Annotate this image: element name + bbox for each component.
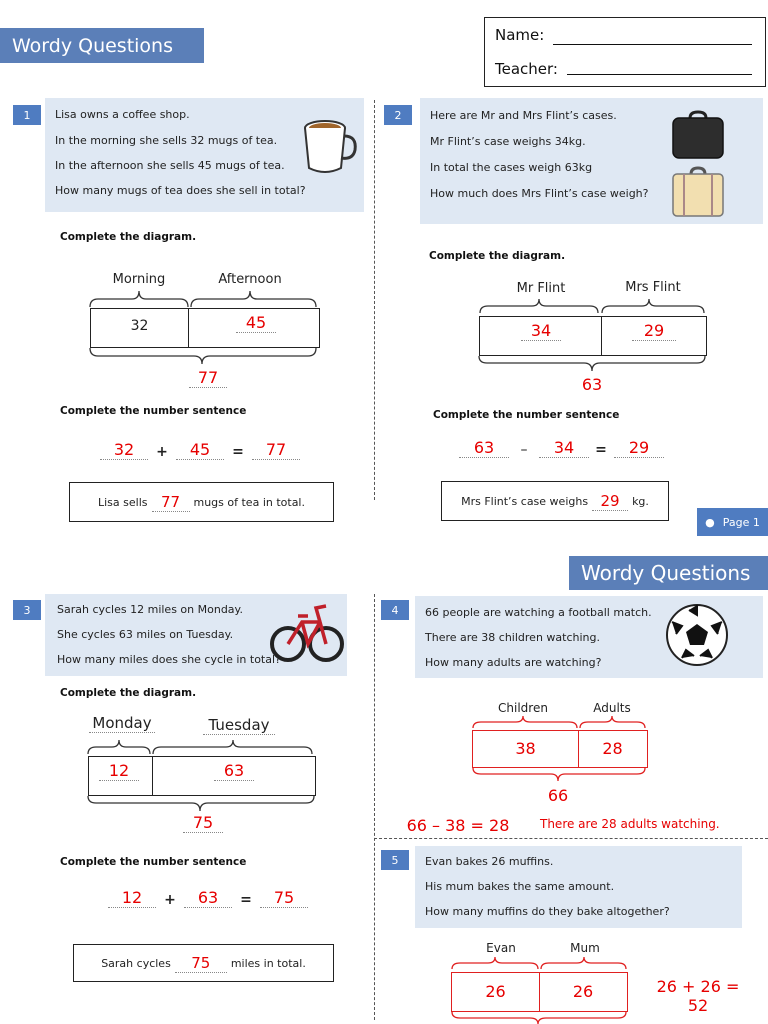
equation-result[interactable]: 75 — [260, 888, 308, 908]
part-label: Mum — [570, 941, 600, 955]
part-value: 38 — [515, 739, 536, 758]
equation-operator: – — [520, 442, 528, 458]
answer-statement: There are 28 adults watching. — [540, 817, 720, 831]
sentence-instruction: Complete the number sentence — [60, 856, 247, 868]
teacher-line[interactable] — [567, 74, 752, 75]
equals-sign: = — [595, 442, 607, 458]
top-brace — [478, 297, 710, 315]
question-line: How much does Mrs Flint’s case weigh? — [430, 187, 649, 200]
question-line: How many miles does she cycle in total? — [57, 653, 281, 666]
answer-sentence — [69, 482, 334, 522]
title-text: Wordy Questions — [12, 34, 173, 57]
page-title — [569, 556, 768, 590]
question-line: His mum bakes the same amount. — [425, 880, 615, 893]
answer-sentence — [73, 944, 334, 982]
question-line: Sarah cycles 12 miles on Monday. — [57, 603, 243, 616]
bar-model — [479, 316, 707, 356]
question-box — [415, 846, 742, 928]
diagram-instruction: Complete the diagram. — [429, 250, 566, 262]
equation-term[interactable]: 63 — [459, 438, 509, 458]
equation-result[interactable]: 29 — [614, 438, 664, 458]
question-line: There are 38 children watching. — [425, 631, 600, 644]
question-line: She cycles 63 miles on Tuesday. — [57, 628, 234, 641]
question-line: In total the cases weigh 63kg — [430, 161, 593, 174]
q4-q5-divider — [374, 838, 768, 839]
name-box — [484, 17, 766, 87]
question-line: Mr Flint’s case weighs 34kg. — [430, 135, 586, 148]
football-icon — [664, 602, 730, 668]
answer-suffix: mugs of tea in total. — [193, 495, 305, 509]
question-box — [45, 98, 364, 212]
part-value-answer[interactable]: 63 — [214, 761, 254, 781]
equation-result[interactable]: 77 — [252, 440, 300, 460]
equals-sign: = — [232, 444, 244, 460]
question-box — [420, 98, 763, 224]
diagram-instruction: Complete the diagram. — [60, 687, 197, 699]
question-number: 2 — [384, 105, 412, 125]
top-brace — [88, 287, 320, 309]
equation-term[interactable]: 12 — [108, 888, 156, 908]
answer-prefix: Lisa sells — [98, 495, 148, 509]
sentence-instruction: Complete the number sentence — [60, 405, 247, 417]
mug-icon — [297, 114, 359, 176]
equals-sign: = — [240, 892, 252, 908]
bar-divider — [601, 317, 602, 355]
suitcase-icon — [670, 166, 726, 220]
part-label: Afternoon — [218, 272, 282, 287]
equation-operator: + — [156, 444, 168, 460]
equation-operator: + — [164, 892, 176, 908]
question-number: 3 — [13, 600, 41, 620]
answer-value[interactable]: 75 — [175, 954, 227, 973]
answer-value[interactable]: 77 — [152, 493, 190, 512]
part-label: Mr Flint — [516, 281, 566, 296]
answer-prefix: Sarah cycles — [101, 956, 171, 970]
top-brace — [450, 955, 632, 971]
page-number-label: Page 1 — [722, 515, 760, 529]
question-line: 66 people are watching a football match. — [425, 606, 652, 619]
bottom-brace — [450, 1010, 632, 1024]
part-value: 28 — [602, 739, 623, 758]
page1-divider — [374, 100, 375, 500]
worked-equation: 26 + 26 = 52 — [656, 977, 740, 1015]
question-line: How many adults are watching? — [425, 656, 602, 669]
total-answer[interactable]: 77 — [189, 368, 227, 388]
answer-suffix: kg. — [632, 494, 649, 508]
question-number: 5 — [381, 850, 409, 870]
equation-term[interactable]: 63 — [184, 888, 232, 908]
bar-model — [472, 730, 648, 768]
bullet-icon: ● — [705, 515, 715, 529]
bar-divider — [152, 757, 153, 795]
title-text: Wordy Questions — [581, 561, 751, 585]
total-answer[interactable]: 63 — [581, 375, 603, 394]
bar-model — [451, 972, 628, 1012]
bottom-brace — [471, 766, 651, 784]
total-value: 66 — [547, 786, 569, 805]
part-value: 32 — [130, 318, 149, 334]
name-label: Name: — [495, 26, 545, 44]
part-value: 26 — [485, 982, 506, 1001]
bicycle-icon — [270, 600, 344, 666]
bar-model — [88, 756, 316, 796]
part-label: Evan — [486, 941, 516, 955]
part-value-answer[interactable]: 29 — [632, 321, 676, 341]
part-label-answer[interactable]: Tuesday — [203, 716, 275, 735]
page-number-tag — [697, 508, 768, 536]
answer-sentence — [441, 481, 669, 521]
answer-value[interactable]: 29 — [592, 492, 628, 511]
bottom-brace — [86, 794, 318, 814]
part-value-answer[interactable]: 45 — [236, 313, 276, 333]
equation-term[interactable]: 32 — [100, 440, 148, 460]
question-line: Lisa owns a coffee shop. — [55, 108, 190, 121]
equation-term[interactable]: 45 — [176, 440, 224, 460]
briefcase-icon — [670, 108, 726, 162]
answer-prefix: Mrs Flint’s case weighs — [461, 494, 589, 508]
part-label: Children — [498, 701, 548, 715]
bottom-brace — [88, 346, 320, 368]
page-title — [0, 28, 204, 63]
equation-term[interactable]: 34 — [539, 438, 589, 458]
question-line: How many mugs of tea does she sell in total? — [55, 184, 306, 197]
question-line: In the morning she sells 32 mugs of tea. — [55, 134, 278, 147]
part-label-answer[interactable]: Monday — [89, 714, 155, 733]
teacher-label: Teacher: — [495, 60, 558, 78]
question-number: 4 — [381, 600, 409, 620]
top-brace — [471, 714, 651, 730]
worked-equation: 66 – 38 = 28 — [406, 816, 510, 835]
question-line: Here are Mr and Mrs Flint’s cases. — [430, 109, 617, 122]
part-label: Adults — [593, 701, 631, 715]
total-answer[interactable]: 75 — [183, 813, 223, 833]
page2-divider — [374, 594, 375, 1020]
question-line: In the afternoon she sells 45 mugs of tea. — [55, 159, 285, 172]
part-value: 26 — [572, 982, 594, 1001]
question-box — [415, 596, 763, 678]
question-number: 1 — [13, 105, 41, 125]
part-value-answer[interactable]: 34 — [521, 321, 561, 341]
bar-model — [90, 308, 320, 348]
part-value-answer[interactable]: 12 — [99, 761, 139, 781]
answer-suffix: miles in total. — [230, 956, 306, 970]
part-label: Mrs Flint — [625, 280, 681, 295]
diagram-instruction: Complete the diagram. — [60, 231, 197, 243]
bar-divider — [188, 309, 189, 347]
top-brace — [86, 738, 318, 756]
part-label: Morning — [112, 272, 166, 287]
question-line: Evan bakes 26 muffins. — [425, 855, 554, 868]
sentence-instruction: Complete the number sentence — [433, 409, 620, 421]
question-line: How many muffins do they bake altogether? — [425, 905, 670, 918]
bottom-brace — [477, 354, 709, 374]
question-box — [45, 594, 347, 676]
name-line[interactable] — [553, 44, 752, 45]
